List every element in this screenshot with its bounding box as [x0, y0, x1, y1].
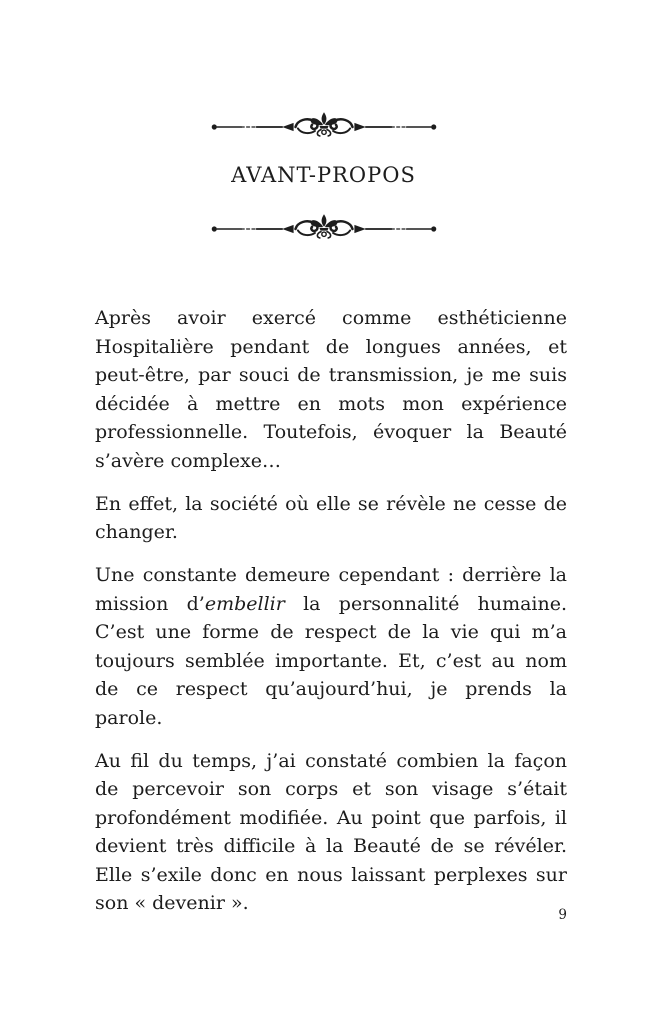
italic-word: embellir — [204, 592, 285, 615]
paragraph: Après avoir exercé comme esthéticienne Hospitalière pendant de longues années, et peut-être, par souci de transmission, je me suis décidée à mettre en mots mon expérience professionnelle. Toutefois, évoquer la Beauté s’avère complexe… — [95, 307, 567, 472]
chapter-title: AVANT-PROPOS — [231, 163, 416, 187]
paragraph — [95, 561, 567, 732]
chapter-header — [0, 108, 647, 248]
fleur-de-lis-divider-icon — [210, 210, 438, 248]
fleur-de-lis-divider-icon — [210, 108, 438, 146]
paragraph: Au fil du temps, j’ai constaté combien la façon de percevoir son corps et son visage s’était profondément modifiée. Au point que parfois, il devient très difficile à la Beauté de se révéler. Elle s’exile donc en nous laissant perplexes sur son « devenir ». — [95, 749, 567, 914]
paragraph-text: Une constante demeure cependant : derrière la mission d’ — [95, 564, 567, 615]
page-number: 9 — [558, 907, 567, 923]
body-text — [95, 304, 567, 918]
paragraph-text: la personnalité humaine. C’est une forme de respect de la vie qui m’a toujours semblée importante. Et, c’est au nom de ce respect qu’aujourd’hui, je prends la parole. — [95, 592, 568, 729]
paragraph: En effet, la société où elle se révèle ne cesse de changer. — [95, 492, 567, 543]
